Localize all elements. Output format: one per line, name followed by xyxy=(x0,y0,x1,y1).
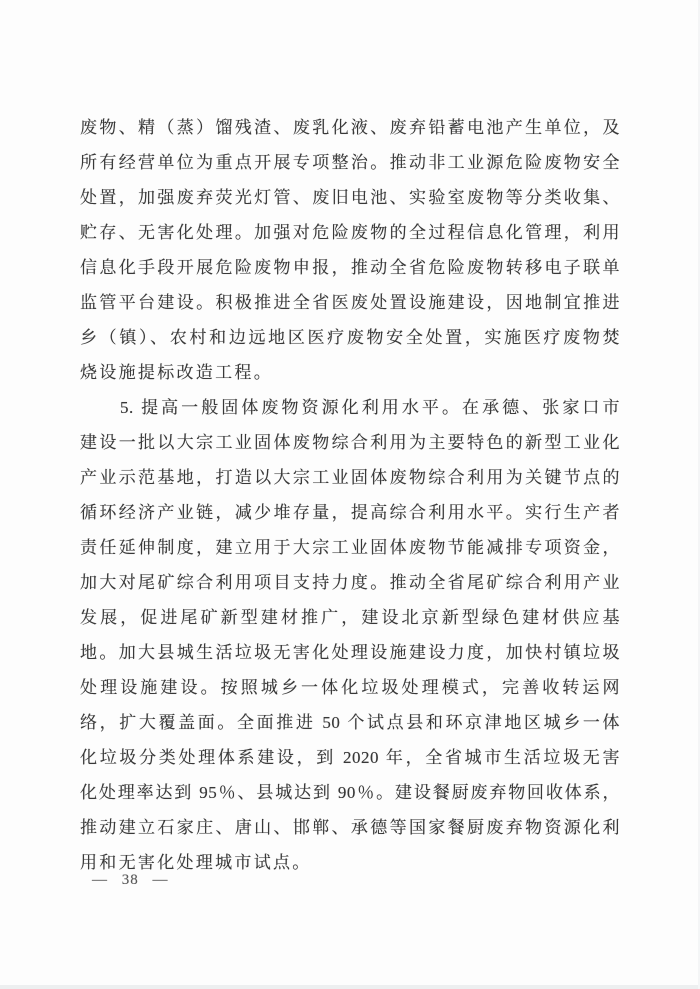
text-line: 推动建立石家庄、唐山、邯郸、承德等国家餐厨废弃物资源化利 xyxy=(80,818,620,837)
text-line: 产业示范基地，打造以大宗工业固体废物综合利用为关键节点的 xyxy=(80,468,620,487)
body-text-block xyxy=(80,110,620,880)
text-line: 建设一批以大宗工业固体废物综合利用为主要特色的新型工业化 xyxy=(80,433,620,452)
text-line: 废物、精（蒸）馏残渣、废乳化液、废弃铅蓄电池产生单位，及 xyxy=(80,118,620,137)
text-line: 5. 提高一般固体废物资源化利用水平。在承德、张家口市 xyxy=(120,398,620,417)
text-line: 所有经营单位为重点开展专项整治。推动非工业源危险废物安全 xyxy=(80,153,620,172)
text-line: 乡（镇）、农村和边远地区医疗废物安全处置，实施医疗废物焚 xyxy=(80,328,620,347)
text-line: 化处理率达到 95％、县城达到 90％。建设餐厨废弃物回收体系， xyxy=(80,783,620,802)
text-line: 处置，加强废弃荧光灯管、废旧电池、实验室废物等分类收集、 xyxy=(80,188,620,207)
text-line: 用和无害化处理城市试点。 xyxy=(80,853,312,872)
text-line: 贮存、无害化处理。加强对危险废物的全过程信息化管理，利用 xyxy=(80,223,620,242)
text-line: 责任延伸制度，建立用于大宗工业固体废物节能减排专项资金， xyxy=(80,538,620,557)
text-line: 处理设施建设。按照城乡一体化垃圾处理模式，完善收转运网 xyxy=(80,678,620,697)
page-number-footer: — 38 — xyxy=(92,872,169,888)
text-line: 监管平台建设。积极推进全省医废处置设施建设，因地制宜推进 xyxy=(80,293,620,312)
text-line: 发展，促进尾矿新型建材推广，建设北京新型绿色建材供应基 xyxy=(80,608,620,627)
text-line: 络，扩大覆盖面。全面推进 50 个试点县和环京津地区城乡一体 xyxy=(80,713,620,732)
text-line: 循环经济产业链，减少堆存量，提高综合利用水平。实行生产者 xyxy=(80,503,620,522)
text-line: 烧设施提标改造工程。 xyxy=(80,363,273,382)
scan-edge-bottom xyxy=(0,985,700,989)
text-line: 加大对尾矿综合利用项目支持力度。推动全省尾矿综合利用产业 xyxy=(80,573,620,592)
text-line: 地。加大县城生活垃圾无害化处理设施建设力度，加快村镇垃圾 xyxy=(80,643,620,662)
text-line: 信息化手段开展危险废物申报，推动全省危险废物转移电子联单 xyxy=(80,258,620,277)
text-line: 化垃圾分类处理体系建设，到 2020 年，全省城市生活垃圾无害 xyxy=(80,748,620,767)
